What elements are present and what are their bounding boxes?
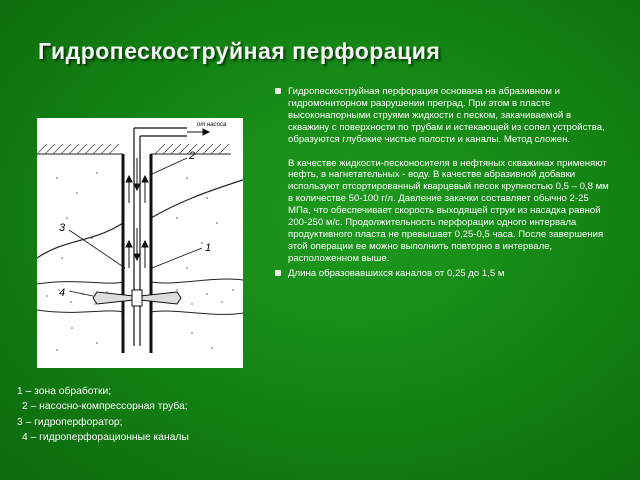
bullet-paragraph: Длина образовавшихся каналов от 0,25 до 1,5 м — [288, 267, 505, 279]
legend-item: 2 – насосно-компрессорная труба; — [22, 401, 188, 413]
flow-source-label: от насоса — [197, 122, 227, 128]
square-bullet-icon — [275, 88, 281, 94]
ground-hatch — [37, 144, 229, 154]
perforation-diagram — [37, 118, 243, 368]
bullet-list — [274, 86, 612, 280]
legend-item: 3 – гидроперфоратор; — [17, 416, 123, 428]
pointer-label-3: 3 — [59, 222, 66, 234]
legend-item: 1 – зона обработки; — [17, 386, 112, 397]
pointer-label-2: 2 — [189, 150, 196, 162]
rock-stipple — [56, 172, 218, 351]
pointer-label-1: 1 — [205, 242, 212, 254]
pointer-label-4: 4 — [59, 287, 66, 299]
diagram-svg — [37, 118, 243, 368]
bullet-item — [274, 268, 612, 280]
bullet-paragraph: Гидропескоструйная перфорация основана на абразивном и гидромониторном разрушении преград. При этом в пласте высоконапорными струями жидкости с песком, закачиваемой в скважину с поверхности по трубам и истекающей из сопел устройства, образуются глубокие чистые полости и каналы. Метод сложен. — [288, 86, 605, 145]
bullet-paragraph: В качестве жидкости-песконосителя в нефтяных скважинах применяют нефть, в нагнетательных - воду. В качестве абразивной добавки используют отсортированный кварцевый песок крупностью 0,5 – 0,8 мм в количестве 50-100 г/л. Давление закачки составляет обычно 2-25 МПа, что обеспечивает скорость выходящей струи из насадка равной 200-250 м/с. Продолжительность перфорации одного интервала продуктивного пласта не превышает 0,25-0,5 часа. После завершения этой операции ее можно выполнить повторно в интервале, расположенном выше. — [288, 157, 609, 264]
square-bullet-icon — [275, 270, 281, 276]
diagram-legend — [17, 384, 257, 446]
leader-lines — [69, 158, 202, 296]
slide-title: Гидропескоструйная перфорация — [38, 38, 441, 64]
slide-content — [274, 86, 612, 283]
bullet-item — [274, 86, 612, 265]
legend-item: 4 – гидроперфорационные каналы — [22, 432, 189, 444]
